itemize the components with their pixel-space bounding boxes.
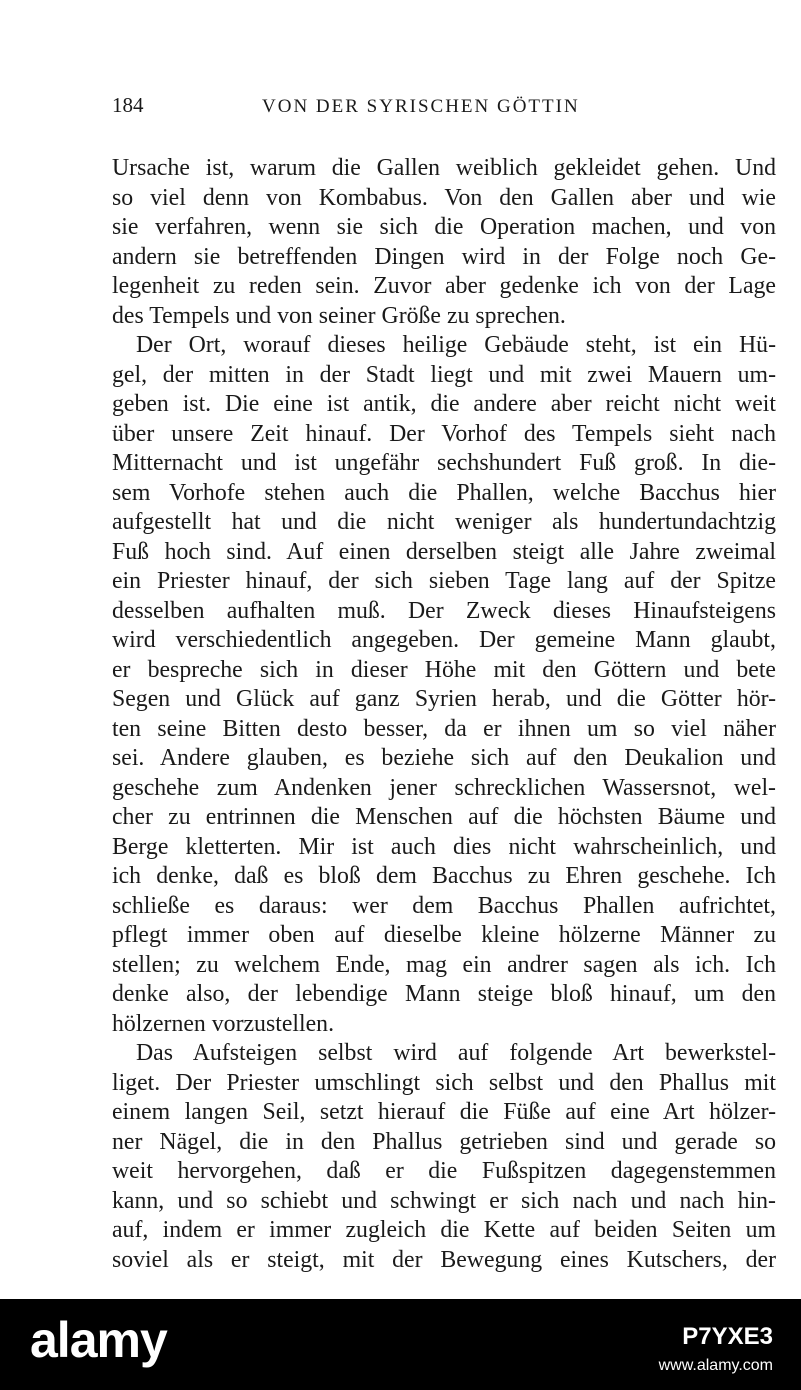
running-head: VON DER SYRISCHEN GÖTTIN (262, 96, 580, 117)
site-url: www.alamy.com (658, 1357, 773, 1374)
text-line: Mitternacht und ist ungefähr sechshundert Fuß groß. In die- (112, 450, 776, 476)
text-line: geschehe zum Andenken jener schrecklichen Wassersnot, wel- (112, 774, 776, 801)
text-line: schließe es daraus: wer dem Bacchus Phallen aufrichtet, (112, 892, 776, 919)
text-line: einem langen Seil, setzt hierauf die Füße auf eine Art hölzer- (112, 1099, 776, 1125)
text-line: Ursache ist, warum die Gallen weiblich gekleidet gehen. Und (112, 155, 776, 181)
text-line: Fuß hoch sind. Auf einen derselben steigt alle Jahre zweimal (112, 538, 776, 565)
page-number: 184 (112, 93, 144, 117)
text-line: cher zu entrinnen die Menschen auf die höchsten Bäume und (112, 804, 776, 830)
paragraph (112, 1039, 776, 1275)
text-line: geben ist. Die eine ist antik, die andere aber reicht nicht weit (112, 391, 776, 417)
body-text (112, 154, 776, 1275)
text-line: desselben aufhalten muß. Der Zweck dieses Hinaufsteigens (112, 597, 776, 624)
text-line: über unsere Zeit hinauf. Der Vorhof des Tempels sieht nach (112, 420, 776, 447)
text-line: hölzernen vorzustellen. (112, 1010, 335, 1037)
paragraph (112, 154, 776, 331)
text-line: gel, der mitten in der Stadt liegt und mit zwei Mauern um- (112, 361, 776, 388)
text-line: ein Priester hinauf, der sich sieben Tage lang auf der Spitze (112, 568, 776, 594)
brand-logo: alamy (30, 1312, 167, 1368)
text-line: so viel denn von Kombabus. Von den Gallen aber und wie (112, 184, 776, 211)
page-header (112, 93, 772, 118)
text-line: pflegt immer oben auf dieselbe kleine hölzerne Männer zu (112, 922, 776, 948)
text-line: kann, und so schiebt und schwingt er sich nach und nach hin- (112, 1187, 776, 1214)
text-line: ner Nägel, die in den Phallus getrieben sind und gerade so (112, 1128, 776, 1155)
text-line: Der Ort, worauf dieses heilige Gebäude steht, ist ein Hü- (136, 332, 776, 358)
text-line: des Tempels und von seiner Größe zu sprechen. (112, 302, 566, 329)
text-line: auf, indem er immer zugleich die Kette auf beiden Seiten um (112, 1217, 776, 1243)
text-line: denke also, der lebendige Mann steige bloß hinauf, um den (112, 981, 776, 1007)
text-line: soviel als er steigt, mit der Bewegung eines Kutschers, der (112, 1246, 776, 1273)
paragraph (112, 331, 776, 1039)
text-line: andern sie betreffenden Dingen wird in der Folge noch Ge- (112, 243, 776, 270)
text-line: sem Vorhofe stehen auch die Phallen, welche Bacchus hier (112, 479, 776, 506)
text-line: legenheit zu reden sein. Zuvor aber gedenke ich von der Lage (112, 273, 776, 299)
text-line: Das Aufsteigen selbst wird auf folgende Art bewerkstel- (136, 1040, 776, 1066)
text-line: sei. Andere glauben, es beziehe sich auf den Deukalion und (112, 745, 776, 771)
text-line: stellen; zu welchem Ende, mag ein andrer sagen als ich. Ich (112, 951, 776, 978)
watermark-banner (0, 1299, 801, 1390)
text-line: ich denke, daß es bloß dem Bacchus zu Ehren geschehe. Ich (112, 863, 776, 889)
text-line: weit hervorgehen, daß er die Fußspitzen dagegenstemmen (112, 1158, 776, 1184)
text-line: Berge kletterten. Mir ist auch dies nicht wahrscheinlich, und (112, 833, 776, 860)
text-line: wird verschiedentlich angegeben. Der gemeine Mann glaubt, (112, 627, 776, 653)
text-line: er bespreche sich in dieser Höhe mit den Göttern und bete (112, 656, 776, 683)
text-line: ten seine Bitten desto besser, da er ihnen um so viel näher (112, 715, 776, 742)
text-line: liget. Der Priester umschlingt sich selbst und den Phallus mit (112, 1069, 776, 1096)
text-line: sie verfahren, wenn sie sich die Operation machen, und von (112, 214, 776, 240)
text-line: Segen und Glück auf ganz Syrien herab, und die Götter hör- (112, 686, 776, 712)
text-line: aufgestellt hat und die nicht weniger als hundertundachtzig (112, 509, 776, 535)
image-id: P7YXE3 (682, 1323, 773, 1350)
